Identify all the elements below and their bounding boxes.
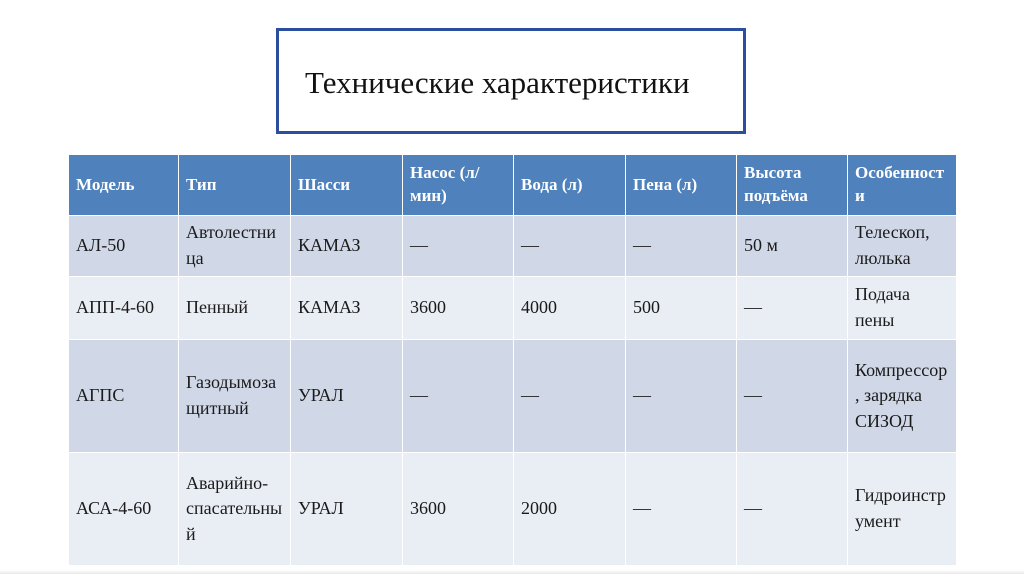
table-cell: 2000 — [514, 453, 626, 566]
table-row — [69, 340, 957, 453]
table-cell: — — [737, 340, 848, 453]
table-cell: 500 — [626, 277, 737, 340]
table-cell: 50 м — [737, 216, 848, 277]
column-header: Высота подъёма — [737, 155, 848, 216]
table-cell: — — [514, 340, 626, 453]
table-cell: АЛ-50 — [69, 216, 179, 277]
specs-table — [68, 154, 957, 566]
table-cell: АГПС — [69, 340, 179, 453]
table-cell: — — [626, 340, 737, 453]
table-cell: — — [737, 277, 848, 340]
table-cell: — — [514, 216, 626, 277]
column-header: Насос (л/мин) — [403, 155, 514, 216]
table-cell: Гидроинструмент — [848, 453, 957, 566]
table-row — [69, 216, 957, 277]
slide-title: Технические характеристики — [305, 65, 690, 100]
table-cell: Подача пены — [848, 277, 957, 340]
column-header: Особенности — [848, 155, 957, 216]
table-row — [69, 453, 957, 566]
table-cell: Компрессор, зарядка СИЗОД — [848, 340, 957, 453]
table-cell: УРАЛ — [291, 340, 403, 453]
table-cell: Пенный — [179, 277, 291, 340]
table-cell: — — [737, 453, 848, 566]
table-cell: Телескоп, люлька — [848, 216, 957, 277]
table-cell: — — [626, 216, 737, 277]
table-cell: АПП-4-60 — [69, 277, 179, 340]
table-cell: АСА-4-60 — [69, 453, 179, 566]
table-cell: КАМАЗ — [291, 216, 403, 277]
table-row — [69, 277, 957, 340]
table-cell: 3600 — [403, 277, 514, 340]
title-box — [276, 28, 746, 134]
table-cell: 3600 — [403, 453, 514, 566]
table-cell: Аварийно-спасательный — [179, 453, 291, 566]
table-cell: Автолестница — [179, 216, 291, 277]
column-header: Шасси — [291, 155, 403, 216]
table-header-row — [69, 155, 957, 216]
table-cell: УРАЛ — [291, 453, 403, 566]
column-header: Пена (л) — [626, 155, 737, 216]
column-header: Модель — [69, 155, 179, 216]
table-cell: Газодымозащитный — [179, 340, 291, 453]
column-header: Тип — [179, 155, 291, 216]
column-header: Вода (л) — [514, 155, 626, 216]
table-cell: — — [403, 216, 514, 277]
table-cell: КАМАЗ — [291, 277, 403, 340]
table-cell: — — [626, 453, 737, 566]
table-cell: — — [403, 340, 514, 453]
slide-bottom-edge — [0, 570, 1024, 574]
table-cell: 4000 — [514, 277, 626, 340]
